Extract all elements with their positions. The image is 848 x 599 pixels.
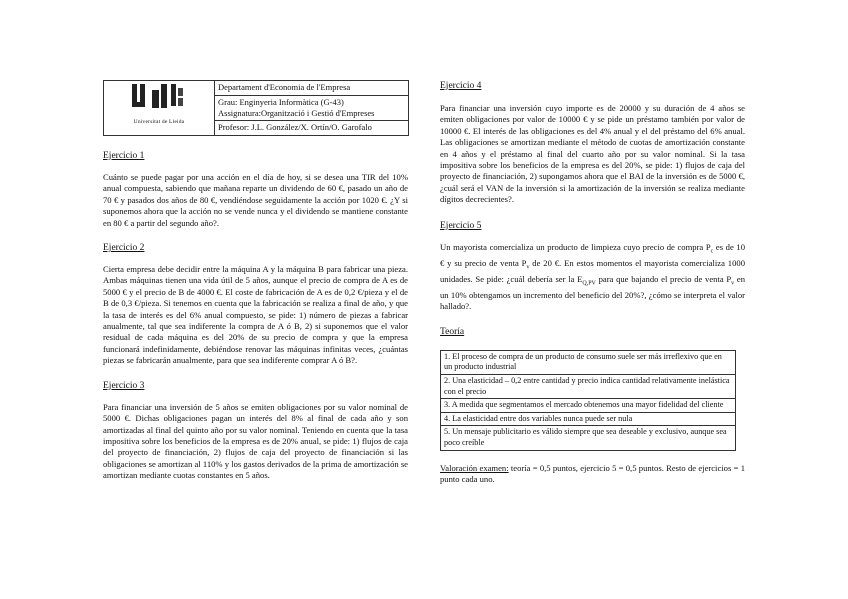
theory-item: 2. Una elasticidad – 0,2 entre cantidad y precio indica cantidad relativamente inelástica con el precio bbox=[441, 375, 736, 399]
exercise-4-text: Para financiar una inversión cuyo importe es de 20000 y su duración de 4 años se emiten obligaciones por valor de 10000 € y se pide un préstamo también por valor de 10000 €. El interés de las obligaciones es del 4% anual y el del préstamo del 6% anual. Las obligaciones se amortizan mediante el método de cuotas de amortización constante en 4 años y el préstamo al final del cuarto año por su valor nominal. Si la tasa impositiva sobre los beneficios de la empresa es del 20%, se pide: 1) flujos de caja del proyecto de financiación, 2) supongamos ahora que el BAI de la inversión es de 5000 €, ¿cuál será el VAN de la inversión si la amortización de la inversión se realiza mediante dígitos decrecientes?. bbox=[440, 103, 745, 205]
exercise-3-title: Ejercicio 3 bbox=[103, 380, 145, 391]
department-cell: Departament d'Economia de l'Empresa bbox=[215, 81, 409, 96]
exercise-1-title: Ejercicio 1 bbox=[103, 151, 145, 161]
degree-text: Grau: Enginyeria Informàtica (G-43) bbox=[218, 96, 344, 107]
subject-text: Assignatura:Organització i Gestió d'Empreses bbox=[218, 107, 375, 118]
theory-item: 5. Un mensaje publicitario es válido siempre que sea deseable y exclusivo, aunque sea poco creíble bbox=[441, 426, 736, 450]
left-column bbox=[103, 80, 408, 482]
exercise-1-text: Cuánto se puede pagar por una acción en el día de hoy, si se desea una TIR del 10% anual compuesta, sabiendo que mañana reparte un dividendo de 60 €, pasado un año de 70 € y pasados dos años de 80 €, vendiéndose seguidamente la acción por 1020 €. ¿Y si suponemos ahora que la acción no se vende nunca y el dividendo se mantiene constante en 80 € a partir del segundo año?. bbox=[103, 172, 408, 228]
grading-label: Valoración examen: bbox=[440, 462, 509, 473]
udl-logo-icon bbox=[126, 82, 192, 116]
exercise-2-text: Cierta empresa debe decidir entre la máquina A y la máquina B para fabricar una pieza. Ambas máquinas tienen una vida útil de 5 años, aunque el precio de compra de A es de 5000 € y el precio de B de 4000 €. El coste de fabricación de A es de 0,2 €/pieza y el de B de 0,3 €/pieza. Si tenemos en cuenta que la fabricación se realiza a final de año, y que la tasa de interés es del 6% anual compuesto, se pide: 1) número de piezas a fabricar anualmente, tal que sea indiferente la compra de A ó B, 2) si suponemos que el valor residual de cada máquina es del 20% de su precio de compra y que la empresa funcionará indefinidamente, debiéndose renovar las máquinas infinitas veces, ¿cuántas piezas se fabricarán anualmente, para que sea indiferente comprar A ó B?. bbox=[103, 264, 408, 366]
exercise-5-text: Un mayorista comercializa un producto de limpieza cuyo precio de compra $P_c$ es de 10 € y su precio de venta $P_v$ de 20 €. En estos momentos el mayorista comercializa 1000 unidades. Se pide: ¿cuál debería ser la $E_{Q,PV}$ para que bajando el precio de venta $P_v$ en un 10% obtengamos un incremento del beneficio del 20%?, ¿cómo se interpreta el valor hallado?. bbox=[440, 241, 745, 312]
degree-subject-cell bbox=[215, 95, 409, 121]
university-logo bbox=[126, 82, 192, 128]
header-table bbox=[103, 80, 409, 136]
theory-title: Teoría bbox=[440, 326, 465, 337]
exercise-3-text: Para financiar una inversión de 5 años se emiten obligaciones por su valor nominal de 5000 €. Dichas obligaciones pagan un interés del 8% al final de cada año y son amortizadas al final del quinto año por su valor nominal. Teniendo en cuenta que la tasa impositiva sobre los beneficios de la empresa es de 20% anual, se pide: 1) flujos de caja del proyecto de financiación, 2) flujos de caja del proyecto de financiación si las obligaciones se amortizan al 110% y los gastos derivados de la prima de amortización se amortizan mediante cuotas constantes en 5 años. bbox=[103, 401, 408, 481]
theory-table bbox=[440, 350, 736, 451]
grading-text: teoría = 0,5 puntos, ejercicio 5 = 0,5 puntos. Resto de ejercicios = 1 punto cada uno. bbox=[440, 462, 745, 484]
theory-item: 3. A medida que segmentamos el mercado obtenemos una mayor fidelidad del cliente bbox=[441, 399, 736, 413]
logo-caption: Universitat de Lleida bbox=[133, 119, 185, 125]
theory-item: 1. El proceso de compra de un producto de consumo suele ser más irreflexivo que en un producto industrial bbox=[441, 350, 736, 374]
professors-cell: Profesor: J.L. González/X. Ortín/O. Garofalo bbox=[215, 121, 409, 136]
right-column bbox=[440, 80, 745, 485]
grading-note bbox=[440, 463, 745, 486]
exercise-2-title: Ejercicio 2 bbox=[103, 243, 145, 254]
logo-cell bbox=[104, 81, 215, 136]
exercise-4-title: Ejercicio 4 bbox=[440, 81, 482, 91]
exercise-5-title: Ejercicio 5 bbox=[440, 220, 482, 231]
theory-item: 4. La elasticidad entre dos variables nunca puede ser nula bbox=[441, 412, 736, 426]
